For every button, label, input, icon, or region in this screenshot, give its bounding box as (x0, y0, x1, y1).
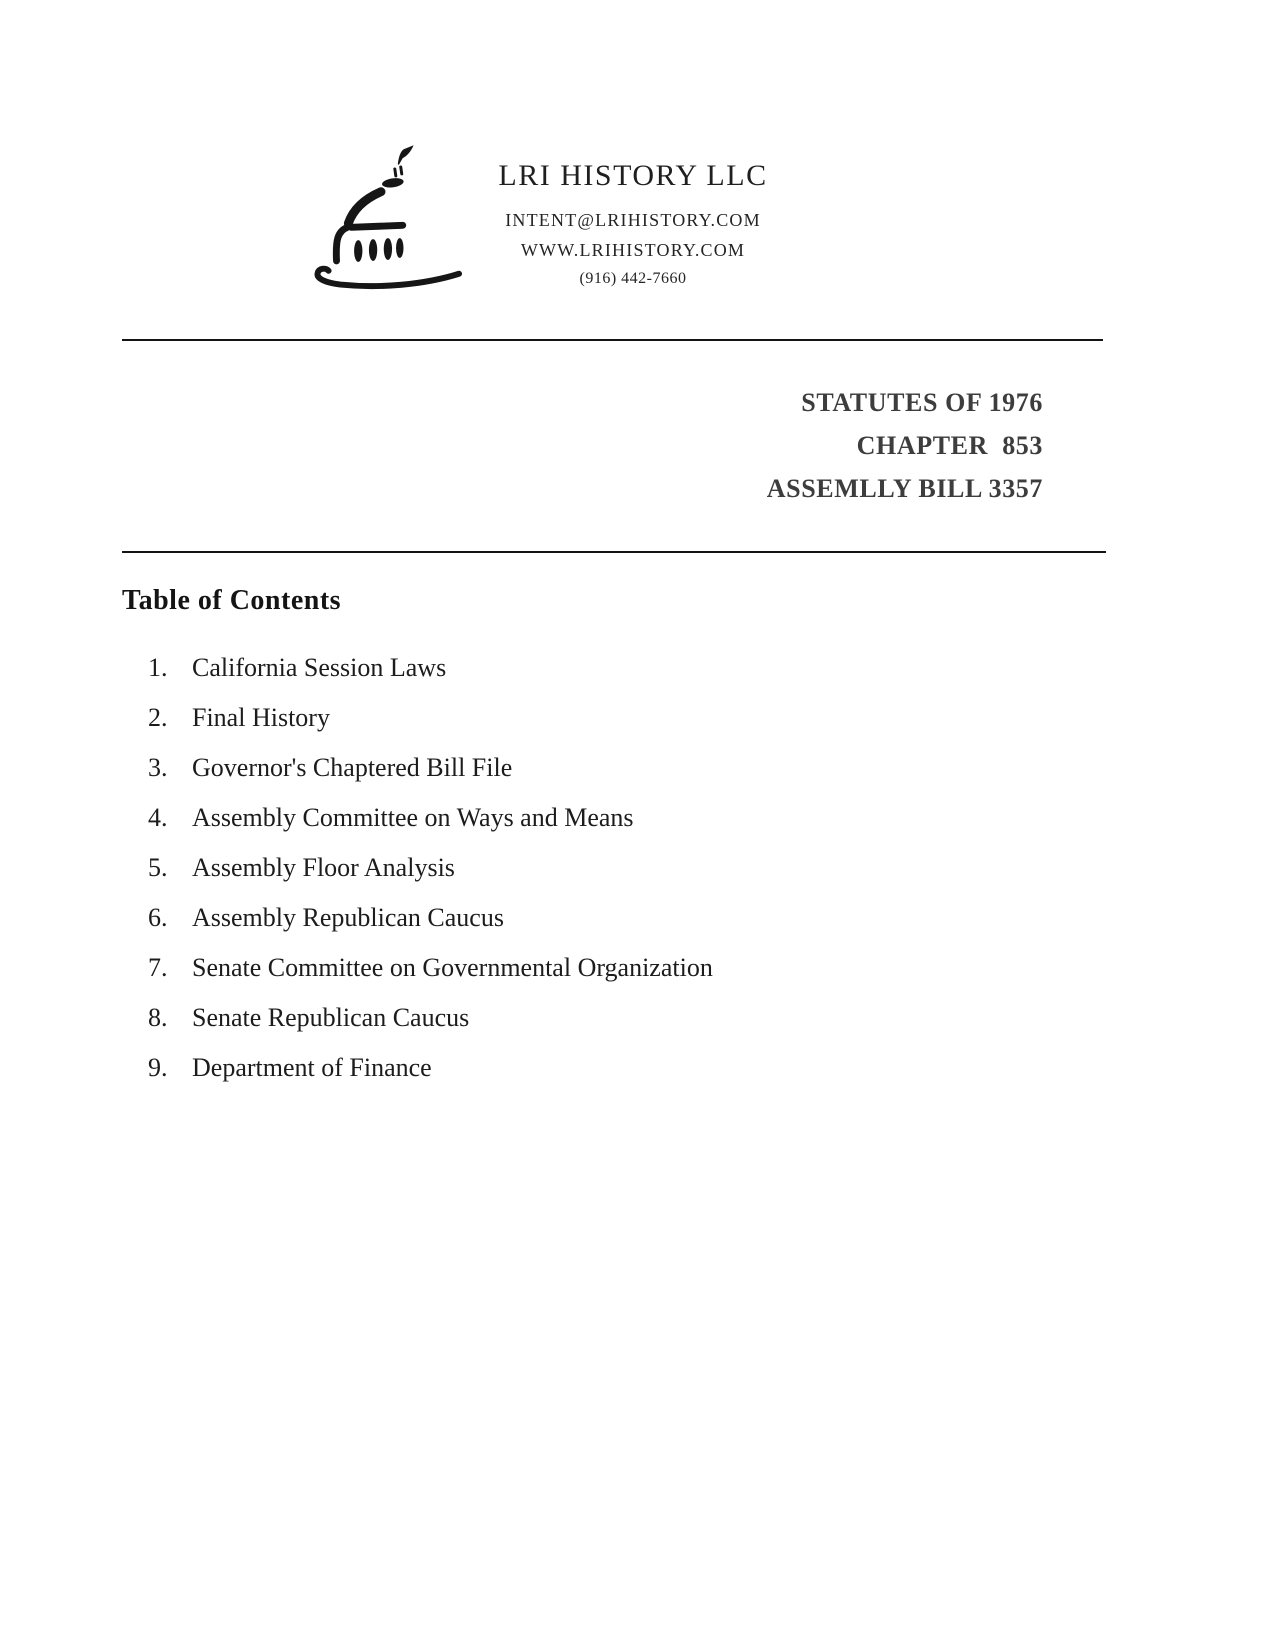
statute-reference-block (767, 381, 1043, 510)
toc-item-label: Department of Finance (192, 1053, 432, 1082)
toc-list (148, 652, 1048, 1102)
toc-item-number: 6. (148, 903, 168, 932)
toc-item-number: 8. (148, 1003, 168, 1032)
toc-item-label: Senate Republican Caucus (192, 1003, 470, 1032)
toc-item (148, 752, 1048, 784)
toc-item-number: 4. (148, 803, 168, 832)
company-phone: (916) 442-7660 (579, 270, 687, 287)
toc-item-number: 7. (148, 953, 168, 982)
toc-item (148, 902, 1048, 934)
statutes-line: STATUTES OF 1976 (801, 388, 1043, 417)
toc-item (148, 1052, 1048, 1084)
toc-item (148, 702, 1048, 734)
company-website: WWW.LRIHISTORY.COM (520, 240, 746, 260)
toc-item-label: Senate Committee on Governmental Organization (192, 953, 713, 982)
toc-item (148, 952, 1048, 984)
company-name: LRI HISTORY LLC (498, 159, 768, 192)
toc-item (148, 1002, 1048, 1034)
toc-item-number: 1. (148, 653, 168, 682)
assembly-bill-line: ASSEMLLY BILL 3357 (766, 474, 1043, 503)
toc-item-label: Governor's Chaptered Bill File (192, 753, 513, 782)
toc-item-label: Assembly Floor Analysis (192, 853, 455, 882)
letterhead (333, 158, 933, 291)
toc-item-number: 5. (148, 853, 168, 882)
toc-item (148, 652, 1048, 684)
toc-heading: Table of Contents (122, 585, 342, 616)
toc-item-label: Assembly Republican Caucus (192, 903, 504, 932)
toc-item-label: California Session Laws (192, 653, 447, 682)
divider-top (122, 339, 1103, 341)
toc-item-label: Assembly Committee on Ways and Means (192, 803, 634, 832)
divider-middle (122, 551, 1106, 553)
toc-item-number: 3. (148, 753, 168, 782)
toc-item (148, 852, 1048, 884)
company-email: INTENT@LRIHISTORY.COM (505, 210, 761, 230)
toc-item-number: 9. (148, 1053, 168, 1082)
chapter-line: CHAPTER 853 (856, 431, 1043, 460)
toc-item (148, 802, 1048, 834)
toc-item-label: Final History (192, 703, 330, 732)
toc-item-number: 2. (148, 703, 168, 732)
